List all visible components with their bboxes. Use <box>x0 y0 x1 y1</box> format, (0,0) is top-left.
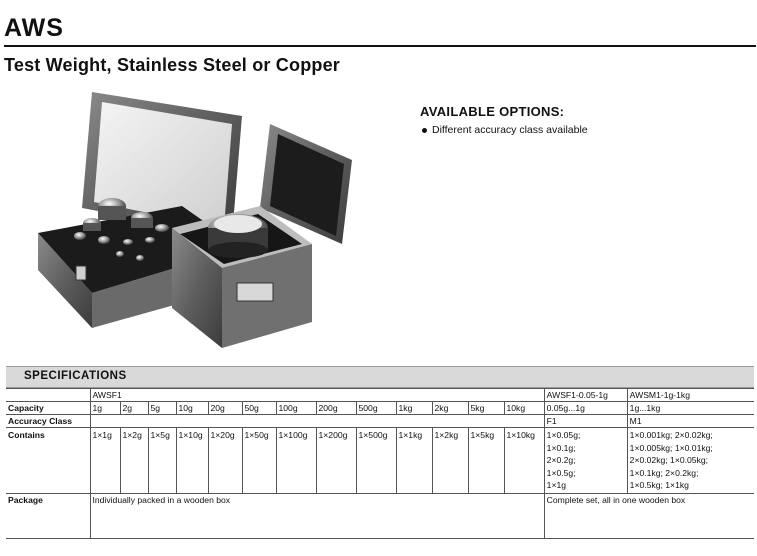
table-cell: 1×200g <box>316 428 356 494</box>
specifications-title: SPECIFICATIONS <box>24 370 127 382</box>
table-cell: 200g <box>316 402 356 415</box>
table-cell: 5g <box>148 402 176 415</box>
table-cell: Complete set, all in one wooden box <box>544 493 754 538</box>
table-cell: 1×10kg <box>504 428 544 494</box>
table-cell: 1×0.05g; 1×0.1g; 2×0.2g; 1×0.5g; 1×1g <box>544 428 627 494</box>
table-cell: 1g...1kg <box>627 402 754 415</box>
table-cell: 2kg <box>432 402 468 415</box>
table-row <box>6 389 754 402</box>
table-cell: 1×5g <box>148 428 176 494</box>
row-label-capacity: Capacity <box>6 402 90 415</box>
bullet-icon <box>422 128 427 133</box>
table-row <box>6 415 754 428</box>
model-awsm1: AWSM1-1g-1kg <box>627 389 754 402</box>
table-cell: 10g <box>176 402 208 415</box>
table-cell: 1g <box>90 402 120 415</box>
table-cell: 1×0.001kg; 2×0.02kg; 1×0.005kg; 1×0.01kg; 2×0.02kg; 1×0.05kg; 1×0.1kg; 2×0.2kg; 1×0.5kg; 1×1kg <box>627 428 754 494</box>
brand-title: AWS <box>4 14 64 42</box>
row-label-package: Package <box>6 493 90 538</box>
table-cell: 500g <box>356 402 396 415</box>
row-label-accuracy: Accuracy Class <box>6 415 90 428</box>
row-label-contains: Contains <box>6 428 90 494</box>
model-awsf1-range: AWSF1-0.05-1g <box>544 389 627 402</box>
option-item: Different accuracy class available <box>420 124 588 136</box>
table-cell: 1×5kg <box>468 428 504 494</box>
table-cell: 50g <box>242 402 276 415</box>
table-cell: 1×20g <box>208 428 242 494</box>
table-cell: 20g <box>208 402 242 415</box>
table-cell: 1kg <box>396 402 432 415</box>
table-cell: 1×2g <box>120 428 148 494</box>
specifications-table <box>6 388 754 539</box>
table-cell: F1 <box>544 415 627 428</box>
specifications-header <box>6 366 754 388</box>
model-awsf1: AWSF1 <box>90 389 544 402</box>
table-cell: 1×1kg <box>396 428 432 494</box>
table-row <box>6 402 754 415</box>
header-rule <box>4 45 756 47</box>
product-photo <box>32 88 367 356</box>
table-cell: 1×10g <box>176 428 208 494</box>
table-cell: 1×500g <box>356 428 396 494</box>
table-cell: 1×1g <box>90 428 120 494</box>
table-cell: M1 <box>627 415 754 428</box>
page-subtitle: Test Weight, Stainless Steel or Copper <box>4 55 341 75</box>
options-list <box>420 124 588 136</box>
table-row <box>6 493 754 538</box>
table-cell: Individually packed in a wooden box <box>90 493 544 538</box>
table-cell: 10kg <box>504 402 544 415</box>
table-cell: 5kg <box>468 402 504 415</box>
table-cell: 0.05g...1g <box>544 402 627 415</box>
table-cell: 100g <box>276 402 316 415</box>
table-cell: 1×2kg <box>432 428 468 494</box>
options-title: AVAILABLE OPTIONS: <box>420 104 565 119</box>
table-cell: 1×100g <box>276 428 316 494</box>
table-row <box>6 428 754 494</box>
table-cell: 2g <box>120 402 148 415</box>
table-cell: 1×50g <box>242 428 276 494</box>
